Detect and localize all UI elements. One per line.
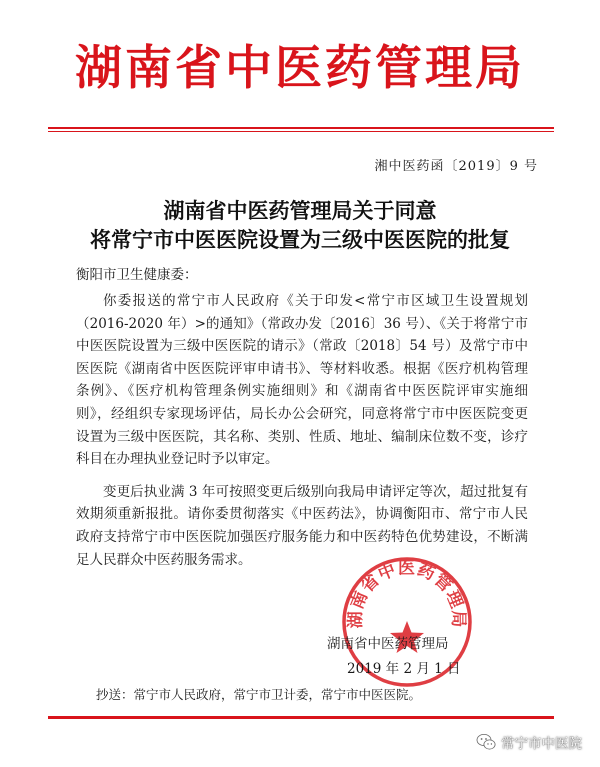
letterhead-rule-secondary	[48, 131, 554, 132]
letterhead-rule	[48, 127, 554, 129]
cc-line: 抄送：常宁市人民政府，常宁市卫计委，常宁市中医医院。	[96, 687, 422, 702]
document-title-line-2: 将常宁市中医医院设置为三级中医医院的批复	[90, 227, 510, 252]
signing-date: 2019 年 2 月 1 日	[347, 661, 461, 677]
wechat-icon	[476, 733, 496, 751]
letterhead-title: 湖南省中医药管理局	[75, 41, 525, 96]
footer-rule	[48, 716, 554, 719]
document-body	[76, 290, 528, 571]
signing-authority: 湖南省中医药管理局	[327, 636, 449, 652]
watermark	[476, 732, 582, 752]
body-paragraph: 变更后执业满 3 年可按照变更后级别向我局申请评定等次，超过批复有效期须重新报批。请你委贯彻落实《中医药法》，协调衡阳市、常宁市人民政府支持常宁市中医医院加强医疗服务能力和中医药特色优势建设，不断满足人民群众中医药服务需求。	[76, 483, 528, 568]
document-number: 湘中医药函〔2019〕9 号	[374, 159, 538, 174]
watermark-label: 常宁市中医院	[501, 736, 582, 752]
document-title-line-1: 湖南省中医药管理局关于同意	[163, 198, 437, 223]
salutation: 衡阳市卫生健康委：	[76, 267, 198, 283]
svg-text:湖南省中医药管理局: 湖南省中医药管理局	[345, 558, 469, 629]
body-paragraph: 你委报送的常宁市人民政府《关于印发<常宁市区域卫生设置规划（2016-2020 年）>的通知》（常政办发〔2016〕36 号）、《关于将常宁市中医医院设置为三级中医医院的请示》（常政〔2018〕54 号）及常宁市中医医院《湖南省中医医院评审申请书》、等材料收悉。根据《医疗机构管理条例》、《医疗机构管理条例实施细则》和《湖南省中医医院评审实施细则》，经组织专家现场评估，局长办公会研究，同意将常宁市中医医院变更设置为三级中医医院，其名称、类别、性质、地址、编制床位数不变，诊疗科目在办理执业登记时予以审定。	[76, 293, 528, 468]
